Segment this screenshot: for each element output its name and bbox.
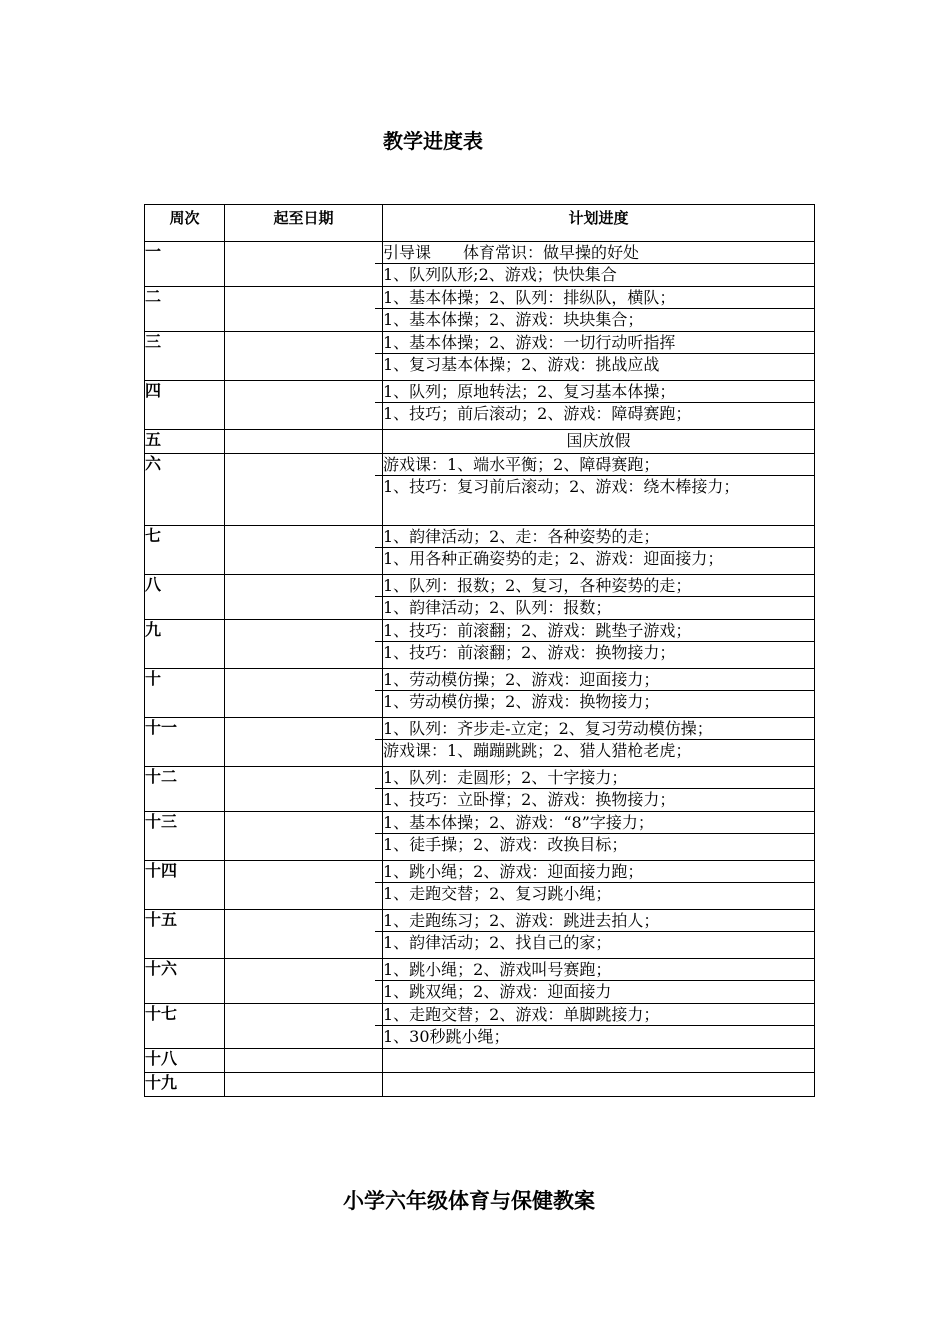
week-cell: 三 xyxy=(145,332,225,381)
plan-line: 1、30秒跳小绳； xyxy=(383,1027,510,1046)
header-plan: 计划进度 xyxy=(383,205,815,242)
table-row xyxy=(145,242,815,287)
plan-cell xyxy=(383,959,815,1004)
week-cell: 十六 xyxy=(145,959,225,1004)
plan-line: 游戏课：1、端水平衡；2、障碍赛跑； xyxy=(375,454,814,476)
date-cell xyxy=(225,454,383,526)
date-cell xyxy=(225,910,383,959)
week-cell: 五 xyxy=(145,430,225,454)
plan-cell xyxy=(383,1004,815,1049)
plan-line: 1、走跑练习；2、游戏：跳进去拍人； xyxy=(375,910,814,932)
table-row xyxy=(145,287,815,332)
date-cell xyxy=(225,1004,383,1049)
date-cell xyxy=(225,1073,383,1097)
date-cell xyxy=(225,1049,383,1073)
plan-line: 1、基本体操；2、游戏：一切行动听指挥 xyxy=(375,332,814,354)
table-row xyxy=(145,959,815,1004)
plan-line: 1、技巧：复习前后滚动；2、游戏：绕木棒接力； xyxy=(383,477,740,496)
table-header-row xyxy=(145,205,815,242)
plan-line: 1、队列；原地转法；2、复习基本体操； xyxy=(375,381,814,403)
plan-cell xyxy=(383,718,815,767)
date-cell xyxy=(225,430,383,454)
date-cell xyxy=(225,861,383,910)
week-cell: 八 xyxy=(145,575,225,620)
week-cell: 十七 xyxy=(145,1004,225,1049)
week-cell: 十三 xyxy=(145,812,225,861)
plan-cell xyxy=(383,575,815,620)
date-cell xyxy=(225,332,383,381)
plan-line xyxy=(375,1073,814,1094)
date-cell xyxy=(225,767,383,812)
plan-line xyxy=(375,1049,814,1070)
table-row xyxy=(145,575,815,620)
plan-cell xyxy=(383,861,815,910)
plan-cell xyxy=(383,381,815,430)
table-row xyxy=(145,669,815,718)
plan-line: 1、走跑交替；2、游戏：单脚跳接力； xyxy=(375,1004,814,1026)
table-row xyxy=(145,526,815,575)
date-cell xyxy=(225,959,383,1004)
date-cell xyxy=(225,526,383,575)
plan-line: 1、技巧；前后滚动；2、游戏：障碍赛跑； xyxy=(383,404,692,423)
date-cell xyxy=(225,575,383,620)
table-row xyxy=(145,1004,815,1049)
plan-line: 1、技巧：前滚翻；2、游戏：换物接力； xyxy=(383,643,676,662)
plan-line: 1、队列队形;2、游戏；快快集合 xyxy=(383,265,617,284)
table-row xyxy=(145,1049,815,1073)
plan-line: 1、复习基本体操；2、游戏：挑战应战 xyxy=(383,355,660,374)
date-cell xyxy=(225,812,383,861)
plan-line: 1、走跑交替；2、复习跳小绳； xyxy=(383,884,612,903)
plan-cell xyxy=(383,526,815,575)
plan-line: 1、队列：齐步走-立定；2、复习劳动模仿操； xyxy=(375,718,814,740)
table-row xyxy=(145,767,815,812)
date-cell xyxy=(225,381,383,430)
plan-cell xyxy=(383,1049,815,1073)
plan-line: 1、基本体操；2、游戏：“8”字接力； xyxy=(375,812,814,834)
plan-line: 1、用各种正确姿势的走；2、游戏：迎面接力； xyxy=(383,549,724,568)
page-title: 教学进度表 xyxy=(383,129,483,153)
table-row xyxy=(145,910,815,959)
table-row xyxy=(145,430,815,454)
plan-cell xyxy=(383,242,815,287)
table-row xyxy=(145,454,815,526)
plan-line: 1、队列：报数；2、复习，各种姿势的走； xyxy=(375,575,814,597)
plan-line: 1、徒手操；2、游戏：改换目标； xyxy=(383,835,628,854)
plan-cell xyxy=(383,430,815,454)
plan-line: 1、韵律活动；2、找自己的家； xyxy=(383,933,612,952)
week-cell: 一 xyxy=(145,242,225,287)
plan-line: 1、劳动模仿操；2、游戏：迎面接力； xyxy=(375,669,814,691)
plan-line: 1、跳小绳；2、游戏：迎面接力跑； xyxy=(375,861,814,883)
week-cell: 十一 xyxy=(145,718,225,767)
week-cell: 十四 xyxy=(145,861,225,910)
week-cell: 四 xyxy=(145,381,225,430)
plan-cell xyxy=(383,910,815,959)
plan-cell xyxy=(383,669,815,718)
week-cell: 十二 xyxy=(145,767,225,812)
plan-cell xyxy=(383,767,815,812)
week-cell: 六 xyxy=(145,454,225,526)
plan-line: 1、队列：走圆形；2、十字接力； xyxy=(375,767,814,789)
week-cell: 十九 xyxy=(145,1073,225,1097)
week-cell: 十八 xyxy=(145,1049,225,1073)
plan-line: 1、基本体操；2、游戏：块块集合； xyxy=(383,310,644,329)
table-row xyxy=(145,718,815,767)
plan-line: 1、基本体操；2、队列：排纵队，横队； xyxy=(375,287,814,309)
date-cell xyxy=(225,620,383,669)
table-row xyxy=(145,381,815,430)
plan-cell xyxy=(383,287,815,332)
week-cell: 二 xyxy=(145,287,225,332)
table-row xyxy=(145,861,815,910)
table-row xyxy=(145,332,815,381)
header-date: 起至日期 xyxy=(225,205,383,242)
plan-cell xyxy=(383,1073,815,1097)
plan-line: 1、技巧：立卧撑；2、游戏：换物接力； xyxy=(383,790,676,809)
header-week: 周次 xyxy=(145,205,225,242)
week-cell: 七 xyxy=(145,526,225,575)
plan-line: 1、劳动模仿操；2、游戏：换物接力； xyxy=(383,692,660,711)
plan-line: 1、技巧：前滚翻；2、游戏：跳垫子游戏； xyxy=(375,620,814,642)
date-cell xyxy=(225,287,383,332)
plan-line: 1、韵律活动；2、队列：报数； xyxy=(383,598,612,617)
plan-line: 1、韵律活动；2、走：各种姿势的走； xyxy=(375,526,814,548)
plan-cell xyxy=(383,812,815,861)
plan-cell xyxy=(383,454,815,526)
table-row xyxy=(145,812,815,861)
date-cell xyxy=(225,669,383,718)
week-cell: 十五 xyxy=(145,910,225,959)
plan-line: 国庆放假 xyxy=(566,431,631,450)
week-cell: 九 xyxy=(145,620,225,669)
plan-line: 1、跳双绳；2、游戏：迎面接力 xyxy=(383,982,612,1001)
plan-cell xyxy=(383,332,815,381)
plan-line: 游戏课：1、蹦蹦跳跳；2、猎人猎枪老虎； xyxy=(383,741,692,760)
table-row xyxy=(145,1073,815,1097)
plan-line: 1、跳小绳；2、游戏叫号赛跑； xyxy=(375,959,814,981)
table-row xyxy=(145,620,815,669)
schedule-body xyxy=(145,242,815,1097)
document-subtitle: 小学六年级体育与保健教案 xyxy=(343,1188,595,1213)
date-cell xyxy=(225,242,383,287)
schedule-table xyxy=(144,204,815,1097)
plan-cell xyxy=(383,620,815,669)
date-cell xyxy=(225,718,383,767)
plan-line: 引导课 体育常识：做早操的好处 xyxy=(375,242,814,264)
week-cell: 十 xyxy=(145,669,225,718)
